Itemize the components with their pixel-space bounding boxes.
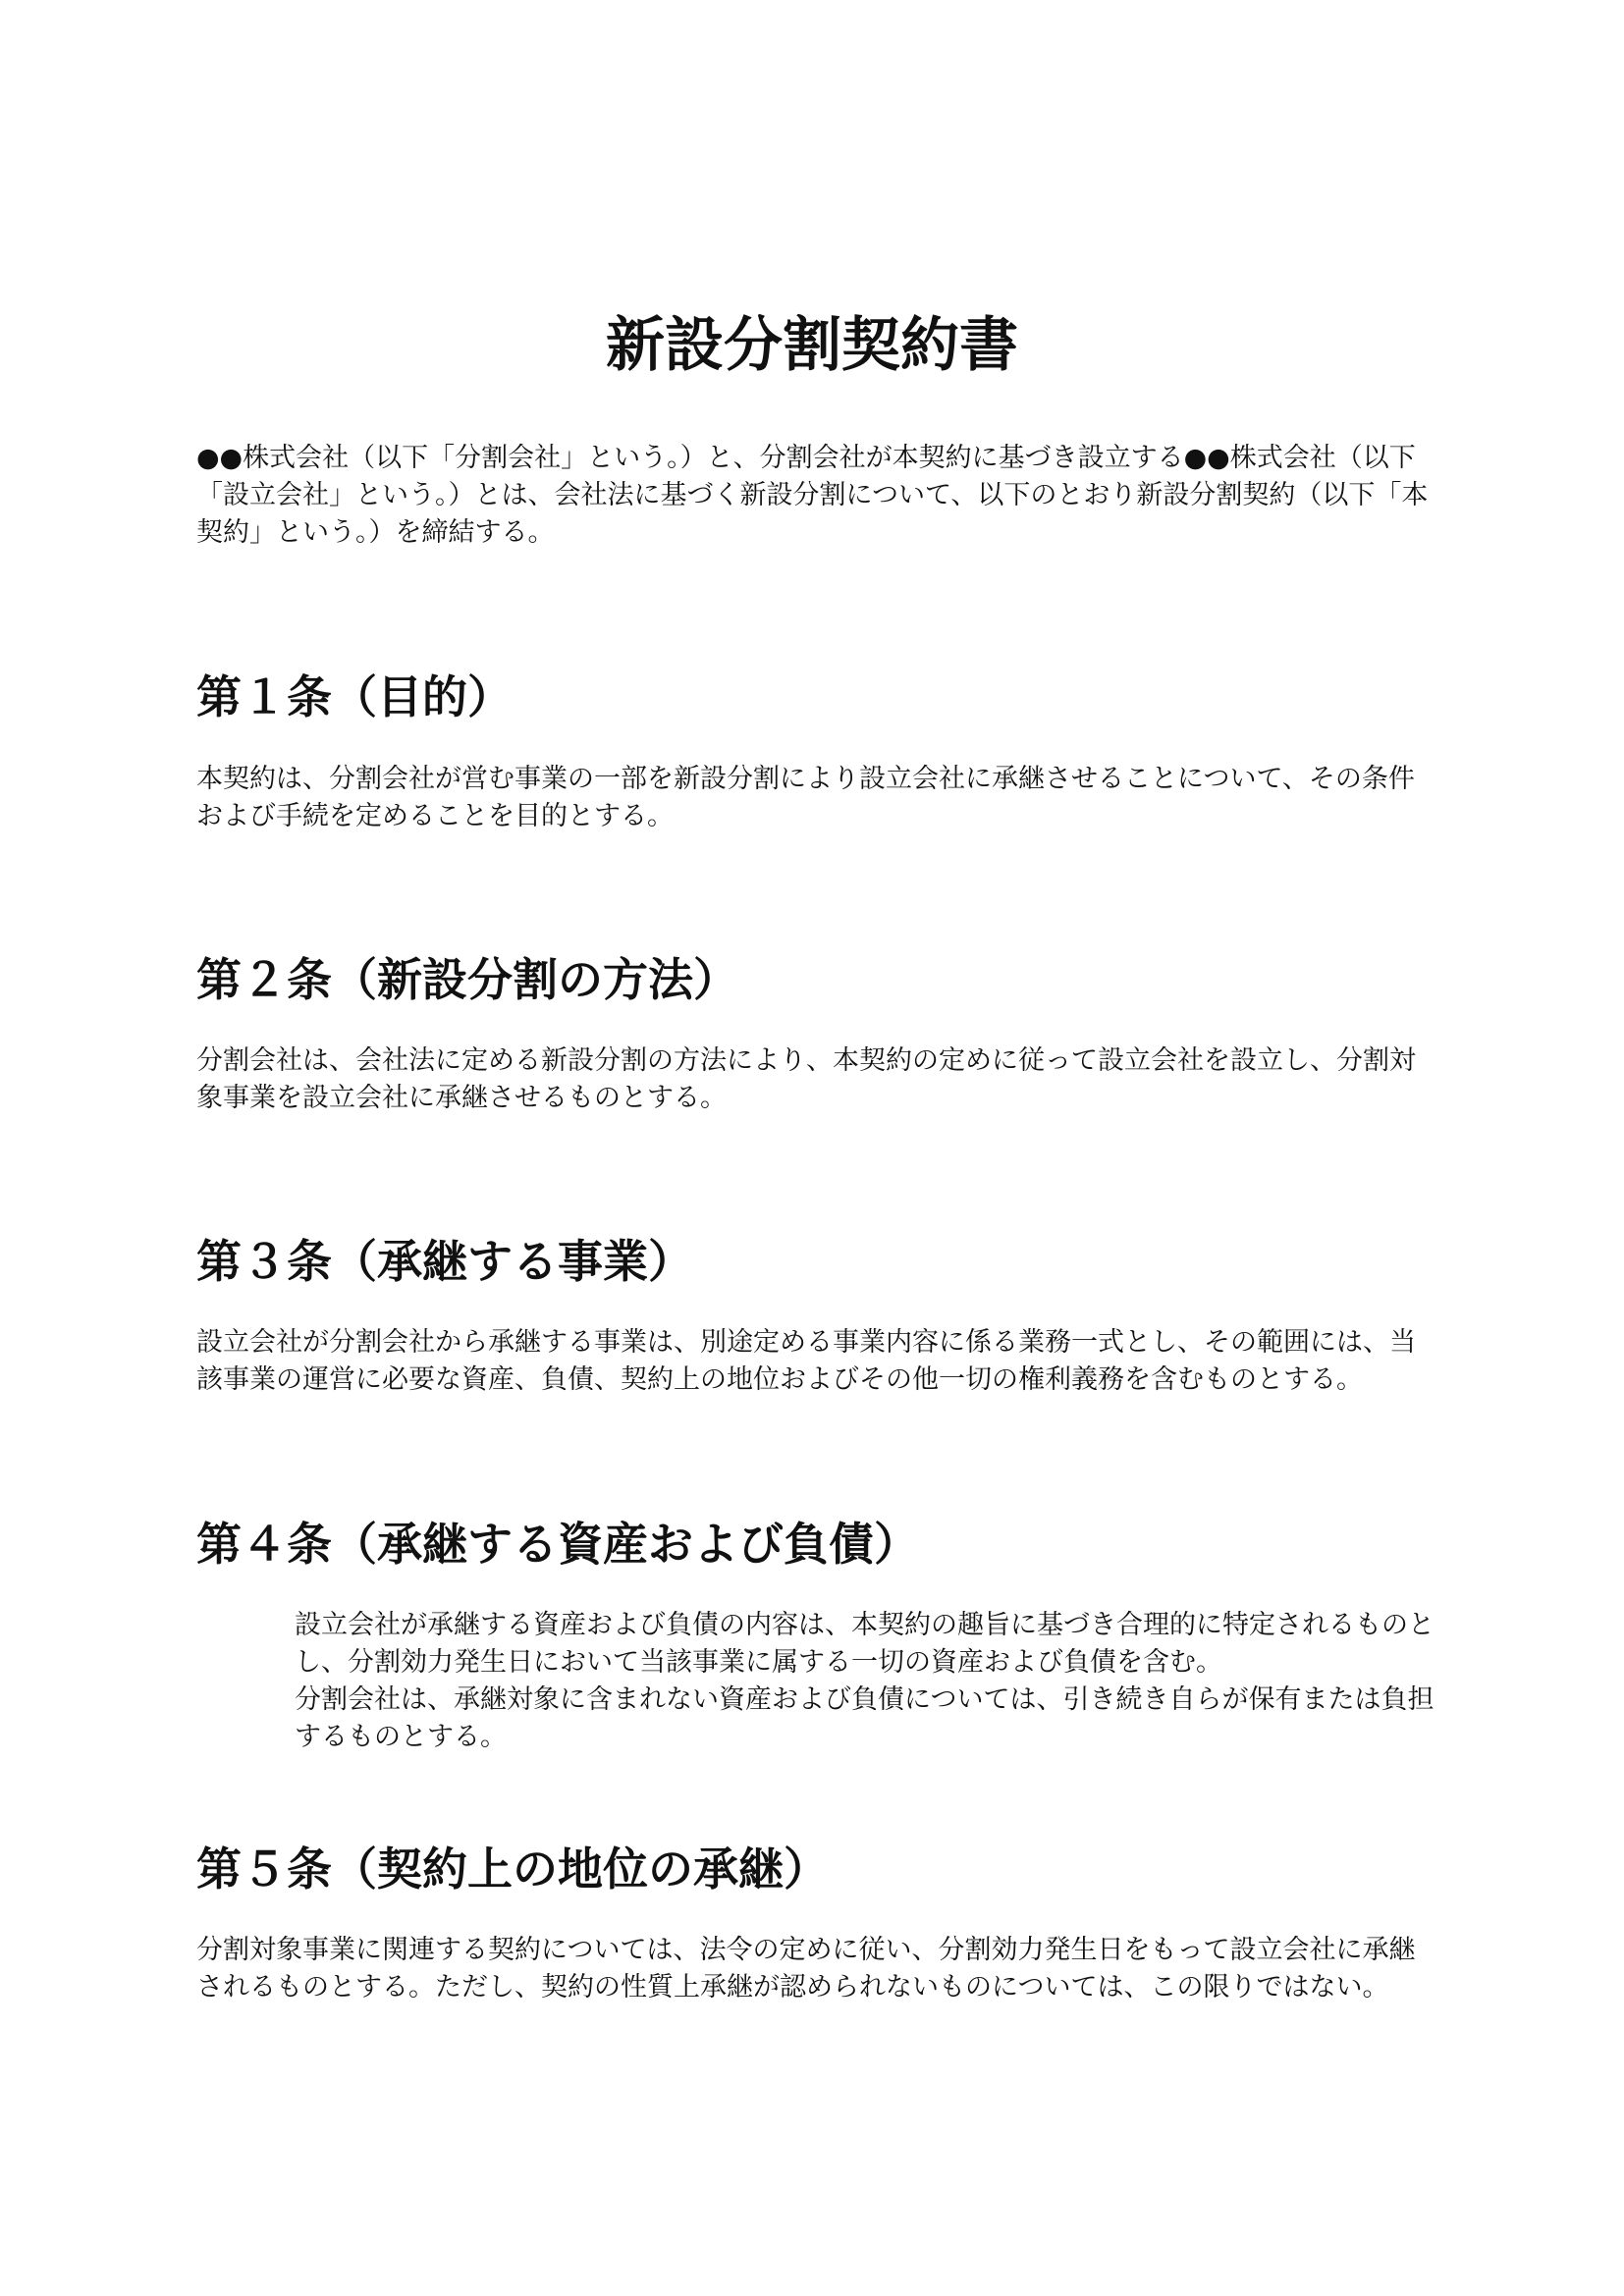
article-2-body: 分割会社は、会社法に定める新設分割の方法により、本契約の定めに従って設立会社を設立し、分割対象事業を設立会社に承継させるものとする。 [196, 1045, 1416, 1113]
article-2-heading: 第２条（新設分割の方法） [196, 953, 738, 1006]
article-4-paragraph-2: 分割会社は、承継対象に含まれない資産および負債については、引き続き自らが保有または負担するものとする。 [295, 1684, 1435, 1752]
article-1-body: 本契約は、分割会社が営む事業の一部を新設分割により設立会社に承継させることについて、その条件および手続を定めることを目的とする。 [196, 764, 1415, 831]
article-1-heading: 第１条（目的） [196, 670, 513, 723]
article-4-paragraph-1: 設立会社が承継する資産および負債の内容は、本契約の趣旨に基づき合理的に特定されるものとし、分割効力発生日において当該事業に属する一切の資産および負債を含む。 [295, 1610, 1435, 1678]
document-title: 新設分割契約書 [606, 311, 1018, 381]
article-5-body: 分割対象事業に関連する契約については、法令の定めに従い、分割効力発生日をもって設立会社に承継されるものとする。ただし、契約の性質上承継が認められないものについては、この限りではない。 [196, 1935, 1416, 2002]
intro-paragraph: ●●株式会社（以下「分割会社」という。）と、分割会社が本契約に基づき設立する●●株式会社（以下「設立会社」という。）とは、会社法に基づく新設分割について、以下のとおり新設分割契約（以下「本契約」という。）を締結する。 [196, 443, 1429, 548]
article-5-heading: 第５条（契約上の地位の承継） [196, 1842, 829, 1896]
article-4-heading: 第４条（承継する資産および負債） [196, 1518, 919, 1571]
article-3-body: 設立会社が分割会社から承継する事業は、別途定める事業内容に係る業務一式とし、その範囲には、当該事業の運営に必要な資産、負債、契約上の地位およびその他一切の権利義務を含むものとする。 [196, 1327, 1416, 1395]
article-3-heading: 第３条（承継する事業） [196, 1235, 693, 1288]
